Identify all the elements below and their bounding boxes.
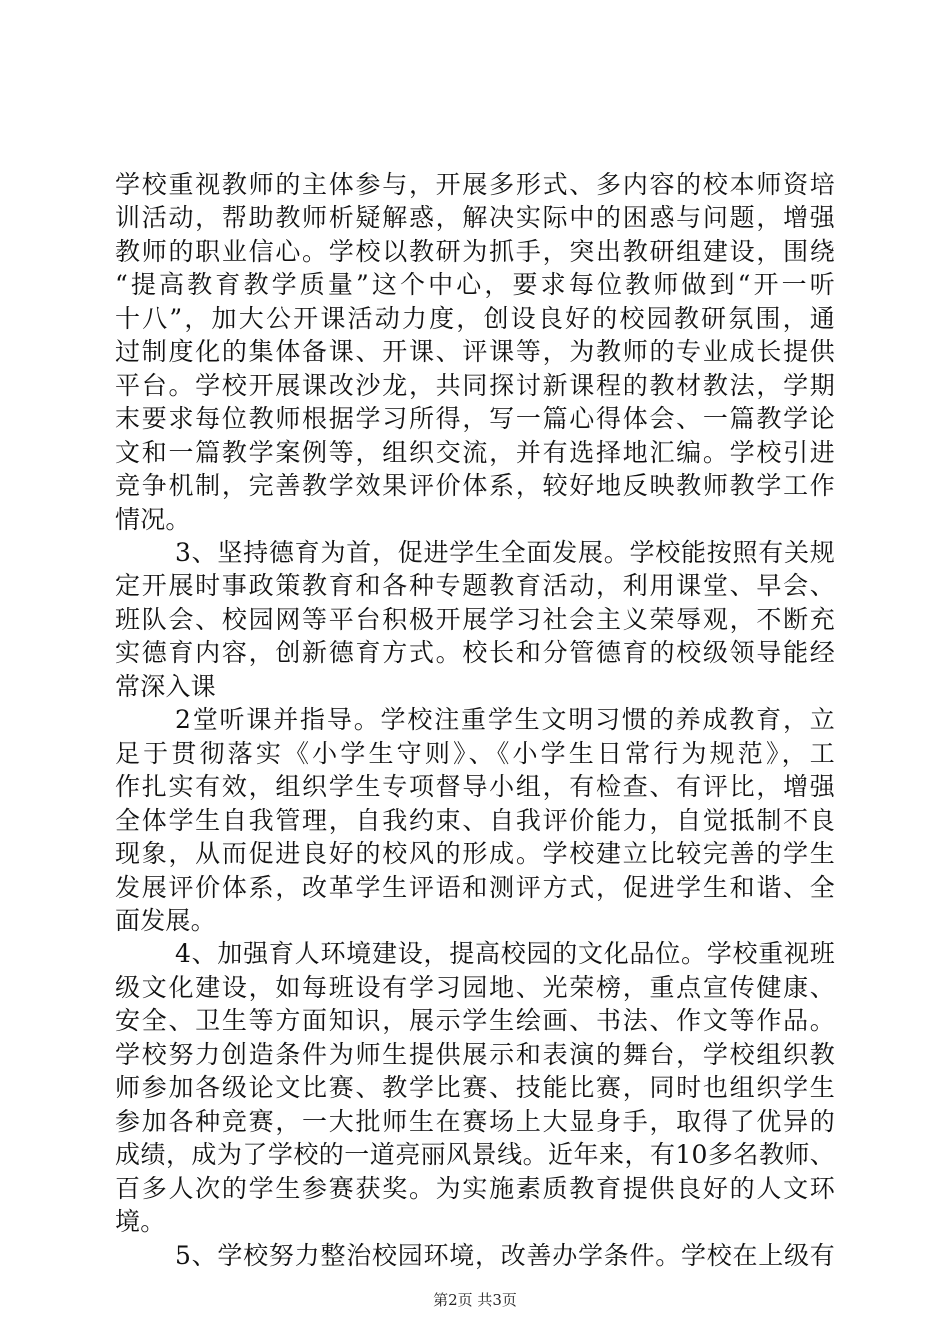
text-line: 十八”，加大公开课活动力度，创设良好的校园教研氛围，通 — [115, 304, 835, 333]
section-heading-line: 5、学校努力整治校园环境，改善办学条件。学校在上级有 — [175, 1241, 835, 1270]
text-line: 成绩，成为了学校的一道亮丽风景线。近年来，有10多名教师、 — [115, 1140, 835, 1169]
text-line: 面发展。 — [115, 906, 216, 935]
text-line: 百多人次的学生参赛获奖。为实施素质教育提供良好的人文环 — [115, 1174, 835, 1203]
text-line: 训活动，帮助教师析疑解惑，解决实际中的困惑与问题，增强 — [115, 203, 835, 232]
section-heading-line: 3、坚持德育为首，促进学生全面发展。学校能按照有关规 — [175, 538, 835, 567]
text-line: 实德育内容，创新德育方式。校长和分管德育的校级领导能经 — [115, 638, 835, 667]
text-line: 级文化建设，如每班设有学习园地、光荣榜，重点宣传健康、 — [115, 973, 835, 1002]
text-line: 2堂听课并指导。学校注重学生文明习惯的养成教育，立 — [175, 705, 835, 734]
text-line: 平台。学校开展课改沙龙，共同探讨新课程的教材教法，学期 — [115, 371, 835, 400]
text-line: 安全、卫生等方面知识，展示学生绘画、书法、作文等作品。 — [115, 1006, 835, 1035]
text-line: 学校努力创造条件为师生提供展示和表演的舞台，学校组织教 — [115, 1040, 835, 1069]
text-line: 情况。 — [115, 505, 191, 534]
text-line: 师参加各级论文比赛、教学比赛、技能比赛，同时也组织学生 — [115, 1073, 835, 1102]
text-line: 教师的职业信心。学校以教研为抓手，突出教研组建设，围绕 — [115, 237, 835, 266]
page-footer: 第2页 共3页 — [433, 1291, 517, 1309]
text-line: 发展评价体系，改革学生评语和测评方式，促进学生和谐、全 — [115, 873, 835, 902]
text-line: 现象，从而促进良好的校风的形成。学校建立比较完善的学生 — [115, 839, 835, 868]
text-line: 境。 — [115, 1207, 166, 1236]
section-heading-line: 4、加强育人环境建设，提高校园的文化品位。学校重视班 — [175, 939, 835, 968]
text-line: “提高教育教学质量”这个中心，要求每位教师做到“开一听 — [115, 270, 835, 299]
text-line: 学校重视教师的主体参与，开展多形式、多内容的校本师资培 — [115, 170, 835, 199]
text-line: 全体学生自我管理，自我约束、自我评价能力，自觉抵制不良 — [115, 806, 835, 835]
text-line: 竞争机制，完善教学效果评价体系，较好地反映教师教学工作 — [115, 471, 835, 500]
text-line: 末要求每位教师根据学习所得，写一篇心得体会、一篇教学论 — [115, 404, 835, 433]
text-line: 足于贯彻落实《小学生守则》、《小学生日常行为规范》，工 — [115, 739, 835, 768]
text-line: 文和一篇教学案例等，组织交流，并有选择地汇编。学校引进 — [115, 438, 835, 467]
text-line: 常深入课 — [115, 672, 216, 701]
text-line: 班队会、校园网等平台积极开展学习社会主义荣辱观，不断充 — [115, 605, 835, 634]
text-line: 作扎实有效，组织学生专项督导小组，有检查、有评比，增强 — [115, 772, 835, 801]
text-line: 过制度化的集体备课、开课、评课等，为教师的专业成长提供 — [115, 337, 835, 366]
text-line: 参加各种竞赛，一大批师生在赛场上大显身手，取得了优异的 — [115, 1107, 835, 1136]
text-line: 定开展时事政策教育和各种专题教育活动，利用课堂、早会、 — [115, 571, 835, 600]
